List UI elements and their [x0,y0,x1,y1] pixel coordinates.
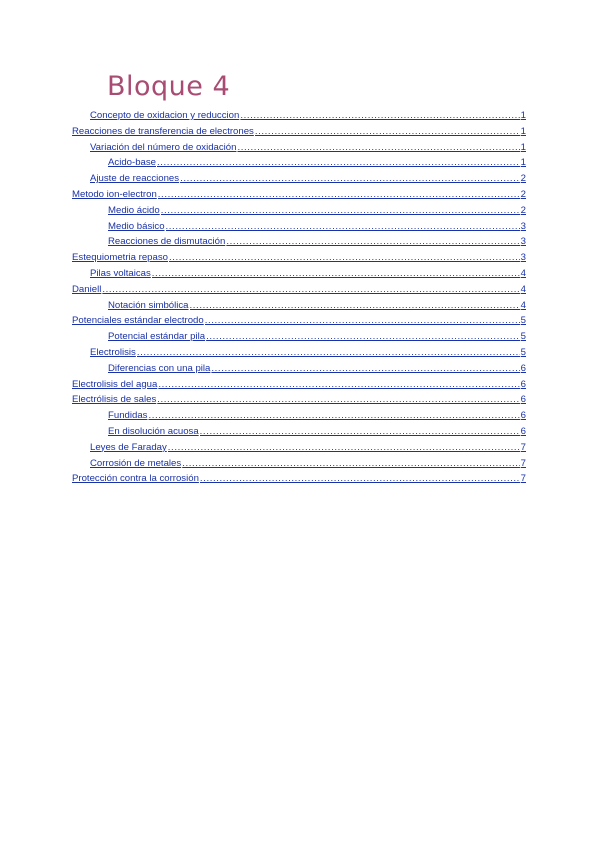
toc-entry[interactable] [72,142,526,158]
toc-page-number: 3 [520,236,526,248]
toc-entry-title: Metodo ion-electron [72,188,157,200]
toc-entry-title: Fundidas [108,410,148,422]
toc-page-number: 1 [520,157,526,169]
toc-dot-leader [211,363,519,374]
toc-dot-leader [180,173,520,184]
toc-entry[interactable] [72,410,526,426]
toc-entry[interactable] [72,442,526,458]
toc-page-number: 4 [520,299,526,311]
toc-dot-leader [152,268,520,279]
toc-entry[interactable] [72,157,526,173]
toc-dot-leader [226,236,519,247]
toc-page-number: 6 [520,394,526,406]
toc-page-number: 2 [520,188,526,200]
toc-page-number: 3 [520,252,526,264]
toc-entry-title: Electrólisis de sales [72,394,157,406]
toc-dot-leader [168,442,520,453]
toc-entry-title: En disolución acuosa [108,425,199,437]
toc-entry[interactable] [72,363,526,379]
toc-page-number: 5 [520,331,526,343]
toc-entry-title: Daniell [72,283,102,295]
toc-dot-leader [148,410,519,421]
toc-dot-leader [200,426,520,437]
toc-entry[interactable] [72,189,526,205]
toc-entry[interactable] [72,394,526,410]
toc-dot-leader [182,458,519,469]
toc-dot-leader [190,300,520,311]
toc-dot-leader [158,189,520,200]
toc-page-number: 4 [520,283,526,295]
toc-entry-title: Corrosión de metales [90,457,182,469]
toc-entry-title: Notación simbólica [108,299,189,311]
toc-entry[interactable] [72,315,526,331]
toc-entry-title: Ajuste de reacciones [90,173,180,185]
toc-dot-leader [205,315,520,326]
toc-dot-leader [102,284,519,295]
toc-entry-title: Medio ácido [108,204,160,216]
toc-page-number: 2 [520,173,526,185]
toc-entry[interactable] [72,110,526,126]
toc-page-number: 3 [520,220,526,232]
toc-entry[interactable] [72,252,526,268]
toc-entry-title: Electrolisis [90,346,136,358]
toc-page-number: 5 [520,315,526,327]
toc-page-number: 6 [520,410,526,422]
toc-page-number: 4 [520,267,526,279]
toc-page-number: 5 [520,346,526,358]
toc-entry-title: Estequiometria repaso [72,252,168,264]
toc-entry-title: Acido-base [108,157,156,169]
toc-dot-leader [240,110,519,121]
toc-entry-title: Leyes de Faraday [90,441,167,453]
toc-entry-title: Variación del número de oxidación [90,141,237,153]
toc-dot-leader [200,473,520,484]
toc-entry[interactable] [72,331,526,347]
toc-entry-title: Electrolisis del agua [72,378,158,390]
toc-page-number: 6 [520,378,526,390]
table-of-contents [72,110,526,489]
toc-entry-title: Protección contra la corrosión [72,473,199,485]
toc-dot-leader [169,252,520,263]
toc-dot-leader [137,347,520,358]
toc-dot-leader [157,157,520,168]
toc-page-number: 6 [520,425,526,437]
toc-entry[interactable] [72,347,526,363]
toc-entry[interactable] [72,205,526,221]
toc-dot-leader [237,142,519,153]
toc-dot-leader [158,379,519,390]
toc-dot-leader [161,205,520,216]
toc-entry[interactable] [72,458,526,474]
toc-entry[interactable] [72,173,526,189]
document-title: Bloque 4 [107,71,231,102]
toc-entry[interactable] [72,268,526,284]
toc-entry-title: Potencial estándar pila [108,331,206,343]
toc-entry-title: Concepto de oxidacion y reduccion [90,110,240,121]
toc-dot-leader [255,126,520,137]
toc-entry-title: Diferencias con una pila [108,362,211,374]
toc-entry[interactable] [72,300,526,316]
toc-entry-title: Reacciones de transferencia de electrones [72,125,254,137]
toc-entry-title: Pilas voltaicas [90,267,151,279]
toc-entry[interactable] [72,221,526,237]
toc-dot-leader [206,331,520,342]
toc-entry-title: Reacciones de dismutación [108,236,226,248]
toc-dot-leader [166,221,520,232]
toc-entry[interactable] [72,236,526,252]
toc-entry[interactable] [72,379,526,395]
toc-entry[interactable] [72,284,526,300]
toc-page-number: 7 [520,473,526,485]
toc-entry[interactable] [72,473,526,489]
toc-dot-leader [157,394,519,405]
toc-page-number: 7 [520,457,526,469]
toc-entry[interactable] [72,126,526,142]
toc-page-number: 2 [520,204,526,216]
toc-page-number: 7 [520,441,526,453]
toc-entry-title: Medio básico [108,220,165,232]
toc-entry-title: Potenciales estándar electrodo [72,315,204,327]
toc-entry[interactable] [72,426,526,442]
toc-page-number: 1 [520,141,526,153]
toc-page-number: 1 [520,125,526,137]
toc-page-number: 1 [520,110,526,121]
toc-page-number: 6 [520,362,526,374]
